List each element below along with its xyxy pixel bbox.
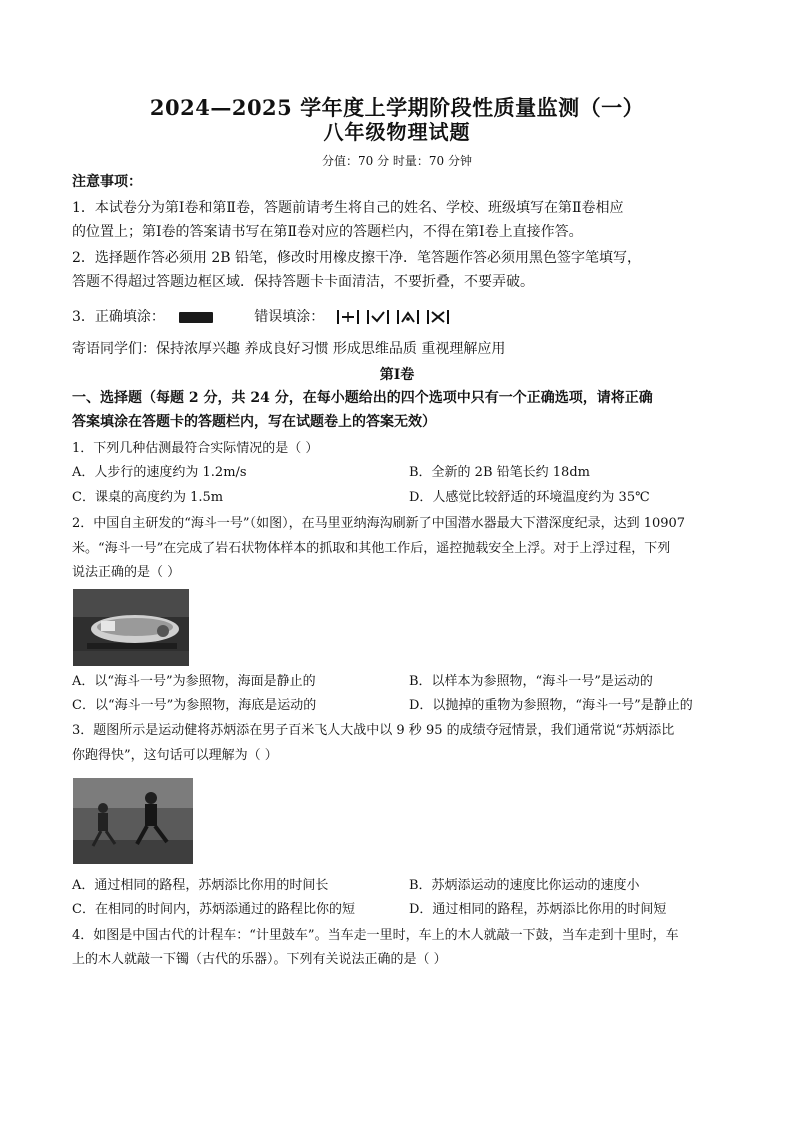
q4-stem-line1: 4．如图是中国古代的计程车：“计里鼓车”。当车走一里时，车上的木人就敲一下鼓，当车走到十里时，车	[72, 928, 679, 943]
q2-option-b: B．以样本为参照物，“海斗一号”是运动的	[409, 674, 653, 689]
wrong-mark-check-icon	[367, 310, 389, 324]
q1-option-a: A．人步行的速度约为 1.2m/s	[72, 465, 247, 480]
notice-item2-line2: 答题不得超过答题边框区域．保持答题卡卡面清洁，不要折叠，不要弄破。	[72, 274, 534, 290]
notice-item1-line2: 的位置上；第Ⅰ卷的答案请书写在第Ⅱ卷对应的答题栏内，不得在第Ⅰ卷上直接作答。	[72, 224, 583, 240]
part1-instruction-line2: 答案填涂在答题卡的答题栏内，写在试题卷上的答案无效）	[72, 414, 436, 430]
exam-subtitle: 八年级物理试题	[323, 120, 471, 144]
q2-option-d: D．以抛掉的重物为参照物，“海斗一号”是静止的	[409, 698, 693, 713]
notice-item3	[72, 307, 449, 327]
wrong-mark-cross-icon	[427, 310, 449, 324]
q1-option-d: D．人感觉比较舒适的环境温度约为 35℃	[409, 490, 650, 505]
q3-option-d: D．通过相同的路程，苏炳添比你用的时间短	[409, 902, 667, 917]
part1-instruction-line1: 一、选择题（每题 2 分，共 24 分，在每小题给出的四个选项中只有一个正确选项，请将正确	[72, 390, 653, 406]
q3-option-a: A．通过相同的路程，苏炳添比你用的时间长	[72, 878, 329, 893]
q2-option-c: C．以“海斗一号”为参照物，海底是运动的	[72, 698, 317, 713]
q3-stem-line2: 你跑得快”，这句话可以理解为（ ）	[72, 748, 278, 763]
sprinter-photo	[73, 778, 193, 864]
q1-option-c: C．课桌的高度约为 1.5m	[72, 490, 224, 505]
q3-stem-line1: 3．题图所示是运动健将苏炳添在男子百米飞人大战中以 9 秒 95 的成绩夺冠情景，我们通常说“苏炳添比	[72, 723, 675, 738]
notice-heading: 注意事项：	[72, 174, 142, 190]
q2-stem-line1: 2．中国自主研发的“海斗一号”（如图），在马里亚纳海沟刷新了中国潜水器最大下潜深度纪录，达到 10907	[72, 516, 686, 531]
submersible-photo	[73, 589, 189, 666]
wrong-mark-dash-icon	[337, 310, 359, 324]
wrong-mark-dot-icon	[397, 310, 419, 324]
q2-stem-line3: 说法正确的是（ ）	[72, 565, 181, 580]
motto: 寄语同学们：保持浓厚兴趣 养成良好习惯 形成思维品质 重视理解应用	[72, 341, 506, 357]
q3-option-c: C．在相同的时间内，苏炳添通过的路程比你的短	[72, 902, 355, 917]
notice-item2-line1: 2．选择题作答必须用 2B 铅笔，修改时用橡皮擦干净．笔答题作答必须用黑色签字笔填写，	[72, 250, 642, 266]
wrong-fill-marks	[337, 310, 449, 324]
q2-stem-line2: 米。“海斗一号”在完成了岩石状物体样本的抓取和其他工作后，遥控抛载安全上浮。对于上浮过程，下列	[72, 541, 671, 556]
notice-item1-line1: 1．本试卷分为第Ⅰ卷和第Ⅱ卷，答题前请考生将自己的姓名、学校、班级填写在第Ⅱ卷相应	[72, 200, 624, 216]
correct-fill-mark	[179, 312, 213, 323]
exam-title: 2024—2025 学年度上学期阶段性质量监测（一）	[149, 95, 645, 120]
q1-stem: 1．下列几种估测最符合实际情况的是（ ）	[72, 441, 319, 456]
wrong-fill-label: 错误填涂：	[254, 309, 325, 325]
q3-option-b: B．苏炳添运动的速度比你运动的速度小	[409, 878, 640, 893]
correct-fill-label: 3．正确填涂：	[72, 309, 165, 325]
q2-option-a: A．以“海斗一号”为参照物，海面是静止的	[72, 674, 316, 689]
q4-stem-line2: 上的木人就敲一下镯（古代的乐器）。下列有关说法正确的是（ ）	[72, 952, 447, 967]
score-time: 分值：70 分 时量：70 分钟	[322, 154, 472, 168]
q1-option-b: B．全新的 2B 铅笔长约 18dm	[409, 465, 590, 480]
volume-heading: 第Ⅰ卷	[379, 367, 415, 383]
